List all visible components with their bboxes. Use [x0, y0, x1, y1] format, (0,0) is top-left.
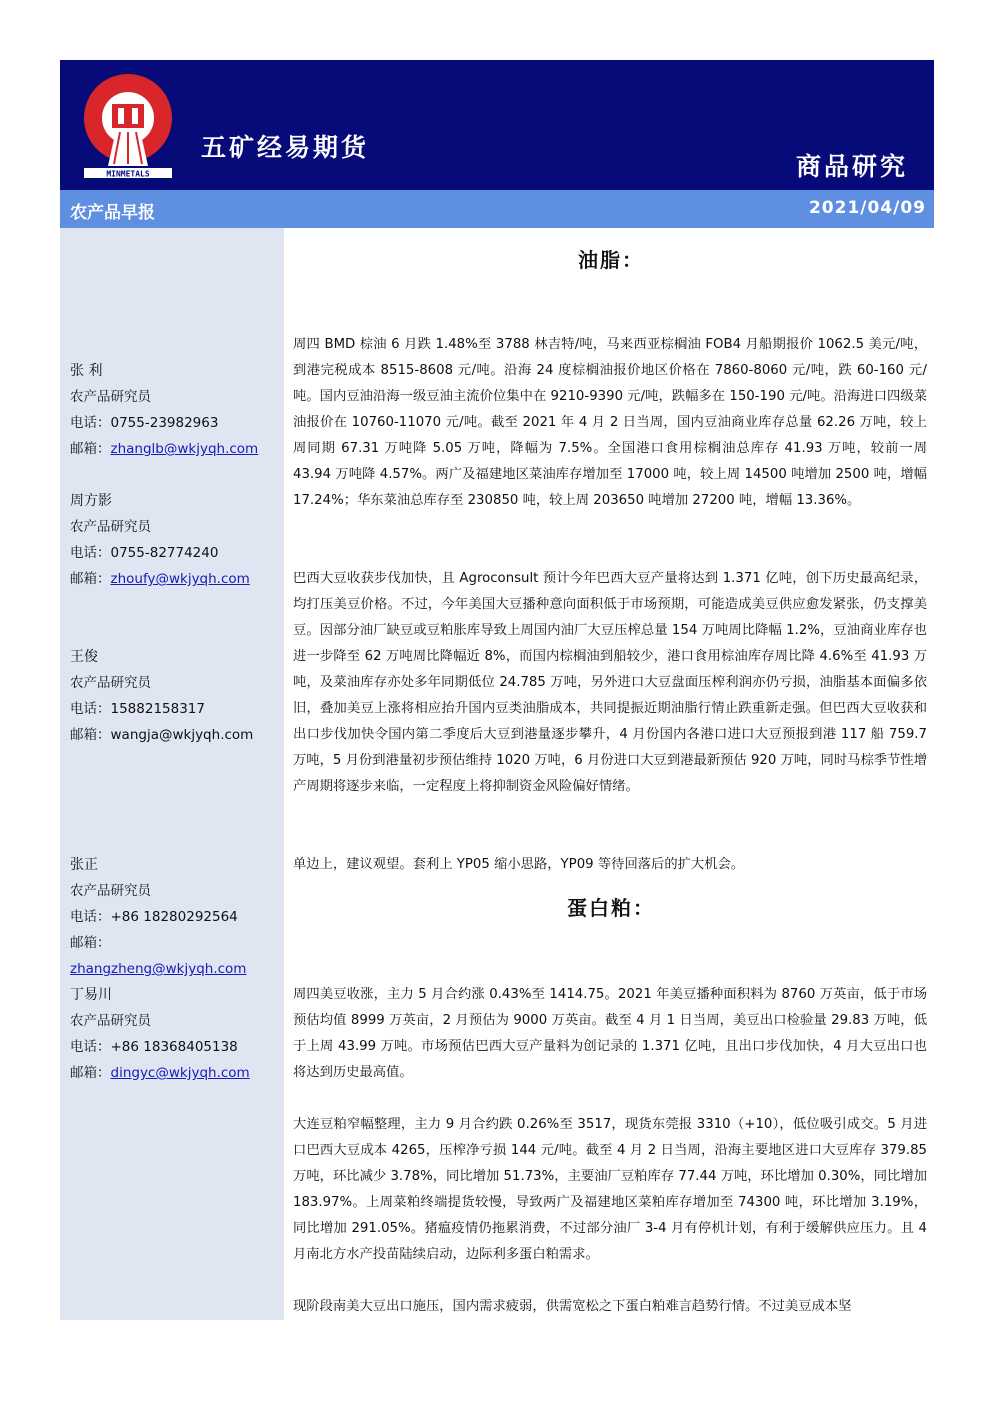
analyst-name: 张正: [70, 857, 98, 873]
analyst-email-row: [70, 436, 258, 462]
analyst-card: [70, 852, 284, 982]
email-label: 邮箱：: [70, 727, 111, 743]
analyst-name: 周方影: [70, 493, 112, 509]
analyst-card: [70, 488, 250, 592]
company-name: 五矿经易期货: [201, 133, 370, 162]
analyst-card: [70, 982, 250, 1086]
oils-paragraph-2: 巴西大豆收获步伐加快，且 Agroconsult 预计今年巴西大豆产量将达到 1.371 亿吨，创下历史最高纪录，均打压美豆价格。不过，今年美国大豆播种意向面积低于市场预期，可能造成美豆供应愈发紧张，仍支撑美豆。因部分油厂缺豆或豆粕胀库导致上周国内油厂大豆压榨总量 154 万吨周比降幅 1.2%，豆油商业库存也进一步降至 62 万吨周比降幅近 8%，而国内棕榈油到船较少，港口食用棕油库存周比降 4.6%至 41.93 万吨，及菜油库存亦处多年同期低位 24.785 万吨，另外进口大豆盘面压榨利润亦仍亏损，油脂基本面偏多依旧，叠加美豆上涨将相应抬升国内豆类油脂成本，共同提振近期油脂行情止跌重新走强。但巴西大豆收获和出口步伐加快令国内第二季度后大豆到港量逐步攀升，4 月份国内各港口进口大豆预报到港 117 船 759.7 万吨，5 月份到港量初步预估维持 1020 万吨，6 月份进口大豆到港最新预估 920 万吨，同时马棕季节性增产周期将逐步来临，一定程度上将抑制资金风险偏好情绪。: [293, 571, 927, 794]
analyst-email-link[interactable]: zhoufy@wkjyqh.com: [110, 571, 250, 587]
report-header: [60, 60, 934, 190]
oils-paragraph-3: 单边上，建议观望。套利上 YP05 缩小思路，YP09 等待回落后的扩大机会。: [293, 857, 745, 872]
analyst-phone: 电话：15882158317: [70, 701, 205, 717]
analyst-title: 农产品研究员: [70, 883, 151, 899]
analyst-phone: 电话：+86 18280292564: [70, 909, 238, 925]
analyst-phone: 电话：0755-23982963: [70, 415, 219, 431]
analyst-email: wangja@wkjyqh.com: [110, 727, 254, 743]
analyst-card: [70, 358, 258, 462]
meal-paragraph-3: 现阶段南美大豆出口施压，国内需求疲弱，供需宽松之下蛋白粕难言趋势行情。不过美豆成本坚: [293, 1299, 852, 1314]
analyst-title: 农产品研究员: [70, 1013, 151, 1029]
analyst-title: 农产品研究员: [70, 389, 151, 405]
analyst-phone: 电话：0755-82774240: [70, 545, 219, 561]
analyst-name: 王俊: [70, 649, 98, 665]
analyst-email-row: [70, 722, 253, 748]
analyst-name: 张 利: [70, 363, 103, 379]
analyst-email-link[interactable]: dingyc@wkjyqh.com: [110, 1065, 250, 1081]
analyst-card: [70, 644, 253, 748]
analyst-sidebar: [60, 228, 284, 1320]
oils-heading: 油脂：: [578, 248, 644, 272]
report-name: 农产品早报: [70, 203, 155, 223]
email-label: 邮箱：: [70, 571, 111, 587]
analyst-email-row: [70, 930, 284, 982]
analyst-email-link[interactable]: zhanglb@wkjyqh.com: [110, 441, 259, 457]
analyst-title: 农产品研究员: [70, 519, 151, 535]
meal-heading: 蛋白粕：: [567, 896, 655, 920]
minmetals-logo: [78, 70, 178, 180]
email-label: 邮箱：: [70, 1065, 111, 1081]
analyst-email-row: [70, 1060, 250, 1086]
analyst-email-row: [70, 566, 250, 592]
email-label: 邮箱：: [70, 935, 111, 951]
email-label: 邮箱：: [70, 441, 111, 457]
analyst-name: 丁易川: [70, 987, 112, 1003]
report-date: 2021/04/09: [808, 198, 926, 218]
analyst-email-link[interactable]: zhangzheng@wkjyqh.com: [70, 961, 247, 977]
meal-paragraph-2: 大连豆粕窄幅整理，主力 9 月合约跌 0.26%至 3517，现货东莞报 3310（+10），低位吸引成交。5 月进口巴西大豆成本 4265，压榨净亏损 144 元/吨。截至 4 月 2 日当周，沿海主要地区进口大豆库存 379.85 万吨，环比减少 3.78%，同比增加 51.73%，主要油厂豆粕库存 77.44 万吨，环比增加 0.30%，同比增加 183.97%。上周菜粕终端提货较慢，导致两广及福建地区菜粕库存增加至 74300 吨，环比增加 3.19%，同比增加 291.05%。猪瘟疫情仍拖累消费，不过部分油厂 3-4 月有停机计划，有利于缓解供应压力。且 4 月南北方水产投苗陆续启动，边际利多蛋白粕需求。: [293, 1117, 927, 1262]
svg-text:MINMETALS: MINMETALS: [106, 169, 150, 179]
analyst-title: 农产品研究员: [70, 675, 151, 691]
report-subbar: [60, 190, 934, 228]
meal-paragraph-1: 周四美豆收涨，主力 5 月合约涨 0.43%至 1414.75。2021 年美豆播种面积料为 8760 万英亩，低于市场预估均值 8999 万英亩，2 月预估为 9000 万英亩。截至 4 月 1 日当周，美豆出口检验量 29.83 万吨，低于上周 43.99 万吨。市场预估巴西大豆产量料为创记录的 1.371 亿吨，且出口步伐加快，4 月大豆出口也将达到历史最高值。: [293, 987, 927, 1080]
oils-paragraph-1: 周四 BMD 棕油 6 月跌 1.48%至 3788 林吉特/吨，马来西亚棕榈油 FOB4 月船期报价 1062.5 美元/吨，到港完税成本 8515-8608 元/吨。沿海 24 度棕榈油报价地区价格在 7860-8060 元/吨，跌 60-160 元/吨。国内豆油沿海一级豆油主流价位集中在 9210-9390 元/吨，跌幅多在 150-190 元/吨。沿海进口四级菜油报价在 10760-11070 元/吨。截至 2021 年 4 月 2 日当周，国内豆油商业库存总量 62.26 万吨，较上周同期 67.31 万吨降 5.05 万吨，降幅为 7.5%。全国港口食用棕榈油总库存 41.93 万吨，较前一周 43.94 万吨降 4.57%。两广及福建地区菜油库存增加至 17000 吨，较上周 14500 吨增加 2500 吨，增幅 17.24%；华东菜油总库存至 230850 吨，较上周 203650 吨增加 27200 吨，增幅 13.36%。: [293, 337, 927, 508]
analyst-phone: 电话：+86 18368405138: [70, 1039, 238, 1055]
section-title: 商品研究: [795, 152, 908, 181]
